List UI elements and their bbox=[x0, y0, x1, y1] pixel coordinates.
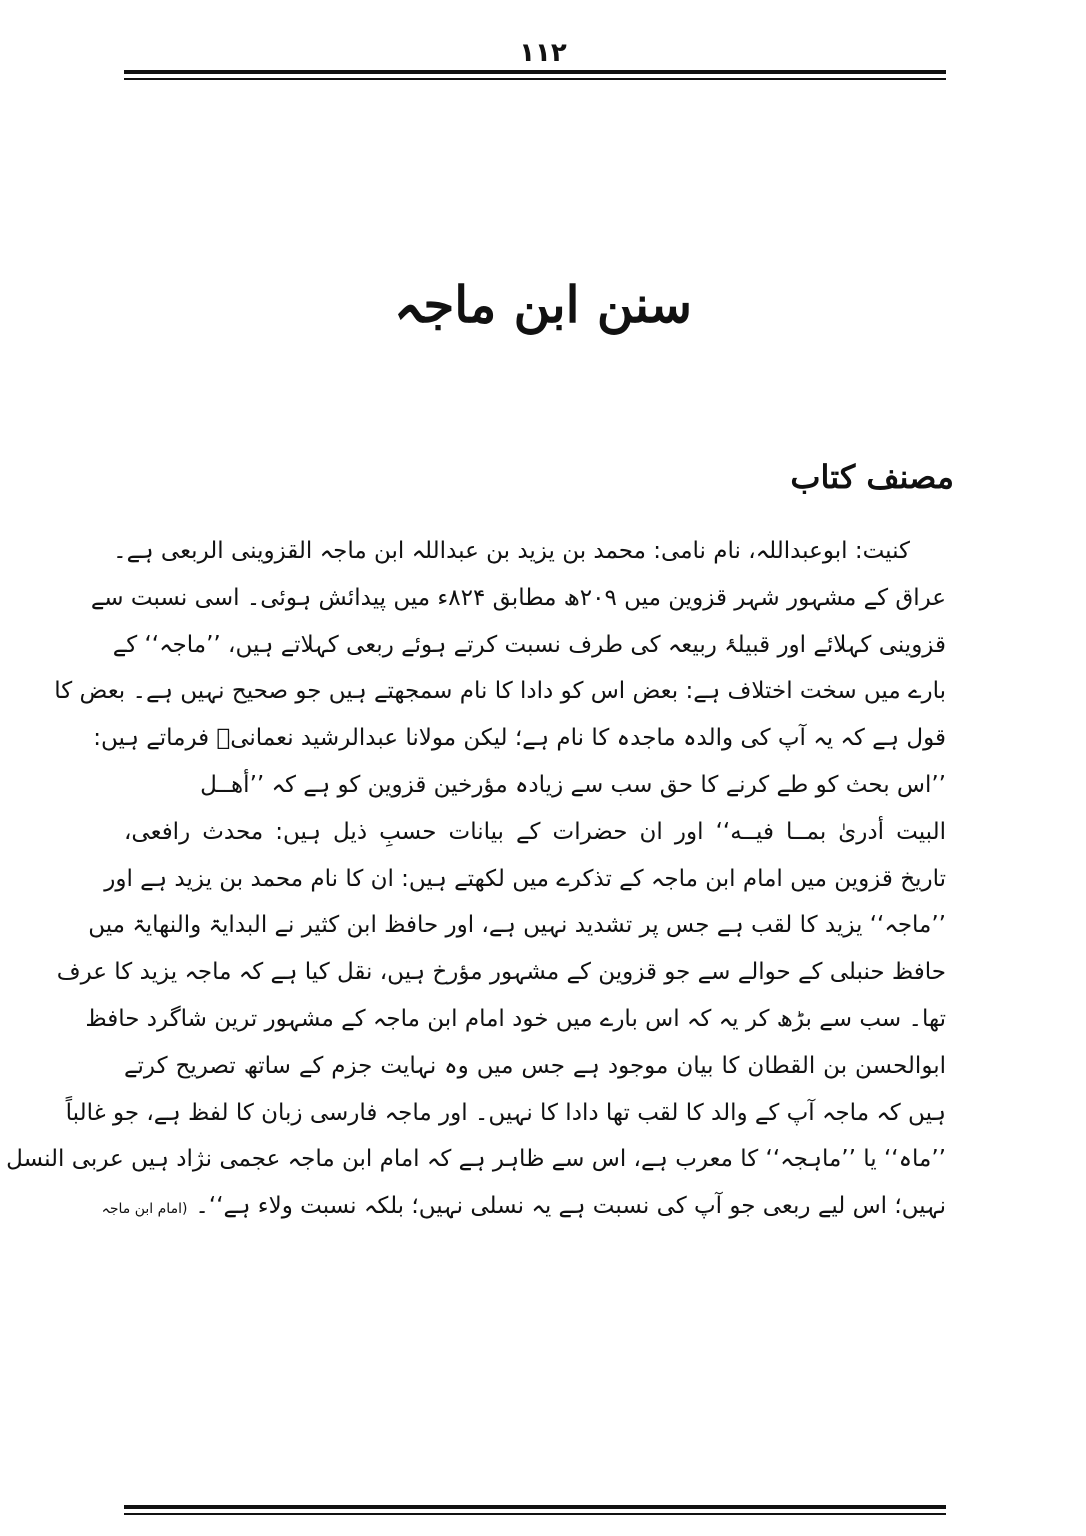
header-double-rule bbox=[124, 70, 946, 80]
page-number: ۱۱۲ bbox=[519, 38, 567, 68]
paragraph-line: کنیت: ابوعبداللہ، نام نامی: محمد بن یزید بن عبداللہ ابن ماجہ القزوینی الربعی ہے۔ bbox=[113, 538, 910, 564]
quote-line: تھا۔ سب سے بڑھ کر یہ کہ اس بارے میں خود امام ابن ماجہ کے مشہور ترین شاگرد حافظ bbox=[85, 1005, 946, 1032]
quote-line: ابوالحسن بن القطان کا بیان موجود ہے جس میں وہ نہایت جزم کے ساتھ تصریح کرتے bbox=[124, 1052, 946, 1079]
paragraph-line: بارے میں سخت اختلاف ہے: بعض اس کو دادا کا نام سمجھتے ہیں جو صحیح نہیں ہے۔ بعض کا bbox=[54, 678, 946, 705]
quote-line: ’’اس بحث کو طے کرنے کا حق سب سے زیادہ مؤرخین قزوین کو ہے کہ ’’أهــل bbox=[200, 771, 946, 798]
quote-line: البیت أدریٰ بمــا فیــه‘‘ اور ان حضرات کے بیانات حسبِ ذیل ہیں: محدث رافعی، bbox=[124, 818, 946, 845]
section-heading: مصنف کتاب bbox=[790, 458, 954, 496]
quote-final-text: نہیں؛ اس لیے ربعی جو آپ کی نسبت ہے یہ نسلی نہیں؛ بلکہ نسبت ولاء ہے‘‘۔ bbox=[195, 1193, 946, 1220]
footer-double-rule bbox=[124, 1505, 946, 1515]
citation-reference: (امام ابن ماجہ bbox=[101, 1201, 188, 1218]
body-text bbox=[6, 528, 946, 1230]
book-title: سنن ابن ماجہ bbox=[394, 275, 692, 334]
quote-line: ’’ماجہ‘‘ یزید کا لقب ہے جس پر تشدید نہیں ہے، اور حافظ ابن کثیر نے البدایۃ والنھایۃ میں bbox=[88, 912, 946, 939]
paragraph-line: عراق کے مشہور شہر قزوین میں ۲۰۹ھ مطابق ۸۲۴ء میں پیدائش ہوئی۔ اسی نسبت سے bbox=[90, 584, 946, 611]
quote-line: تاریخ قزوین میں امام ابن ماجہ کے تذکرے میں لکھتے ہیں: ان کا نام محمد بن یزید ہے اور bbox=[104, 865, 946, 892]
quote-line: حافظ حنبلی کے حوالے سے جو قزوین کے مشہور مؤرخ ہیں، نقل کیا ہے کہ ماجہ یزید کا عرف bbox=[56, 959, 946, 986]
quote-line: ’’ماہ‘‘ یا ’’ماہجہ‘‘ کا معرب ہے، اس سے ظاہر ہے کہ امام ابن ماجہ عجمی نژاد ہیں عربی النسل bbox=[6, 1146, 946, 1173]
paragraph-line: قول ہے کہ یہ آپ کی والدہ ماجدہ کا نام ہے؛ لیکن مولانا عبدالرشید نعمانیؒ فرماتے ہیں: bbox=[93, 725, 946, 752]
quote-line: ہیں کہ ماجہ آپ کے والد کا لقب تھا دادا کا نہیں۔ اور ماجہ فارسی زبان کا لفظ ہے، جو غالباً bbox=[65, 1099, 946, 1126]
paragraph-line: قزوینی کہلائے اور قبیلۂ ربیعہ کی طرف نسبت کرتے ہوئے ربعی کہلاتے ہیں، ’’ماجہ‘‘ کے bbox=[112, 631, 946, 658]
quote-line-final bbox=[101, 1183, 946, 1230]
